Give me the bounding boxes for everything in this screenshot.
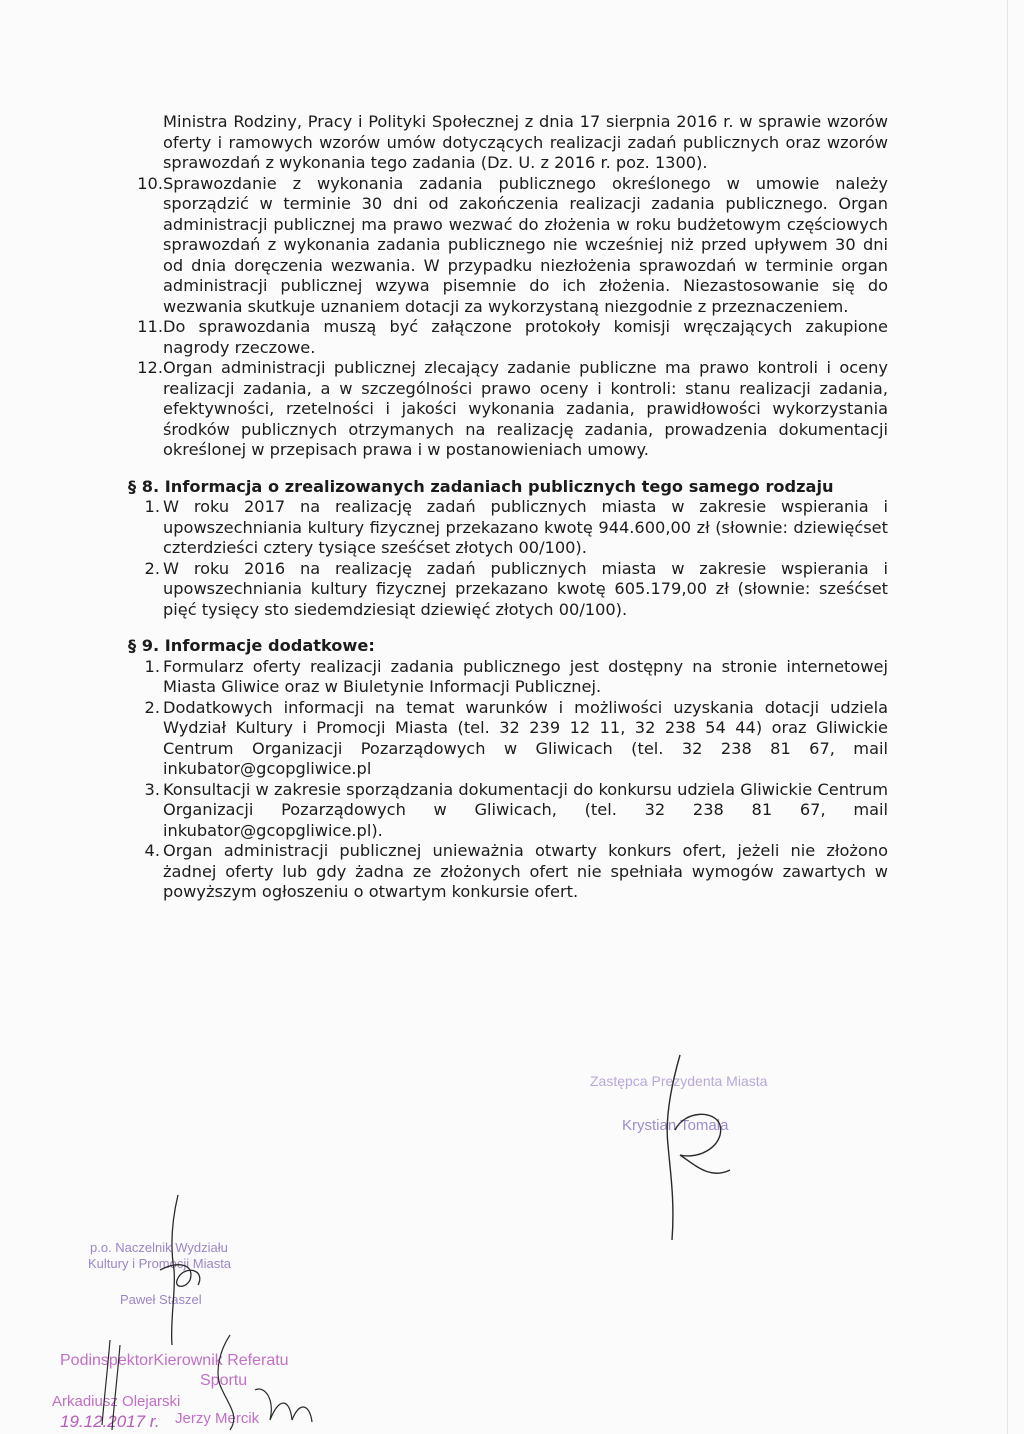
deputy-title-stamp: Zastępca Prezydenta Miasta	[590, 1073, 768, 1089]
item-number: 11.	[137, 317, 163, 336]
head-name-stamp: Paweł Staszel	[120, 1292, 202, 1307]
document-body	[128, 112, 888, 903]
item-text: Konsultacji w zakresie sporządzania dokumentacji do konkursu udziela Gliwickie Centrum Organizacji Pozarządowych w Gliwicach, (tel. 32 238 81 67, mail inkubator@gcopgliwice.pl).	[163, 779, 888, 840]
list-item	[128, 358, 888, 461]
head-signature	[150, 1190, 230, 1350]
item-number: 1.	[144, 656, 160, 676]
head2-name-stamp: Jerzy Mercik	[175, 1410, 260, 1427]
section-9-heading: § 9. Informacje dodatkowe:	[128, 636, 375, 655]
item-number: 2.	[144, 697, 160, 717]
list-item	[128, 174, 888, 318]
item-number: 2.	[144, 558, 160, 578]
item-number: 10.	[137, 173, 163, 193]
list-item	[128, 559, 888, 621]
handwritten-date: 19.12.2017 r.	[60, 1412, 160, 1431]
item-number: 12.	[137, 358, 163, 377]
inspector-name-stamp: Arkadiusz Olejarski	[52, 1393, 181, 1410]
inspector-title-stamp: PodinspektorKierownik Referatu	[60, 1352, 289, 1369]
item-text: Dodatkowych informacji na temat warunków i możliwości uzyskania dotacji udziela Wydział Kultury i Promocji Miasta (tel. 32 239 12 11, 32 238 54 44) oraz Gliwickie Centrum Organizacji Pozarządowych w Gliwicach (tel. 32 238 81 67, mail inkubator@gcopgliwice.pl	[163, 697, 888, 778]
deputy-name-stamp: Krystian Tomala	[622, 1117, 729, 1134]
item-text: W roku 2017 na realizację zadań publicznych miasta w zakresie wspierania i upowszechniania kultury fizycznej przekazano kwotę 944.600,00 zł (słownie: dziewięćset czterdzieści cztery tysiące sześćset złotych 00/100).	[163, 497, 888, 557]
inspector-dept-stamp: Sportu	[200, 1372, 248, 1389]
list-item	[128, 841, 888, 903]
section-8-heading: § 8. Informacja o zrealizowanych zadaniach publicznych tego samego rodzaju	[128, 476, 834, 496]
item-number: 4.	[144, 841, 160, 860]
list-item	[128, 657, 888, 698]
list-item	[128, 317, 888, 358]
inspector-signatures	[80, 1330, 340, 1434]
intro-paragraph: Ministra Rodziny, Pracy i Polityki Społecznej z dnia 17 sierpnia 2016 r. w sprawie wzorów oferty i ramowych wzorów umów dotyczących realizacji zadań publicznych oraz wzorów sprawozdań z wykonania tego zadania (Dz. U. z 2016 r. poz. 1300).	[163, 112, 888, 172]
item-text: Organ administracji publicznej unieważnia otwarty konkurs ofert, jeżeli nie złożono żadnej oferty lub gdy żadna ze złożonych ofert nie spełniała wymogów zawartych w powyższym ogłoszeniu o otwartym konkursie ofert.	[163, 841, 888, 901]
item-number: 3.	[144, 779, 160, 799]
item-text: Organ administracji publicznej zlecający zadanie publiczne ma prawo kontroli i oceny realizacji zadania, a w szczególności prawo oceny i kontroli: stanu realizacji zadania, efektywności, rzetelności i jakości wykonania zadania, prawidłowości wykorzystania środków publicznych otrzymanych na realizację zadania, prowadzenia dokumentacji określonej w przepisach prawa i w postanowieniach umowy.	[163, 358, 888, 459]
item-text: Formularz oferty realizacji zadania publicznego jest dostępny na stronie internetowej Miasta Gliwice oraz w Biuletynie Informacji Publicznej.	[163, 656, 888, 696]
item-number: 1.	[144, 497, 160, 516]
head-title-stamp-line1: p.o. Naczelnik Wydziału	[90, 1240, 228, 1255]
scan-edge	[1007, 0, 1008, 1434]
deputy-signature	[640, 1050, 750, 1250]
list-item	[128, 497, 888, 559]
item-text: Do sprawozdania muszą być załączone protokoły komisji wręczających zakupione nagrody rzeczowe.	[163, 317, 888, 357]
head-title-stamp-line2: Kultury i Promocji Miasta	[88, 1256, 232, 1271]
item-text: W roku 2016 na realizację zadań publicznych miasta w zakresie wspierania i upowszechniania kultury fizycznej przekazano kwotę 605.179,00 zł (słownie: sześćset pięć tysięcy sto siedemdziesiąt dziewięć złotych 00/100).	[163, 558, 888, 619]
list-item	[128, 780, 888, 842]
list-item	[128, 698, 888, 780]
item-text: Sprawozdanie z wykonania zadania publicznego określonego w umowie należy sporządzić w terminie 30 dni od zakończenia realizacji zadania publicznego. Organ administracji publicznej ma prawo wezwać do złożenia w roku budżetowym częściowych sprawozdań z wykonania zadania publicznego nie wcześniej niż przed upływem 30 dni od dnia doręczenia wezwania. W przypadku niezłożenia sprawozdań w terminie organ administracji publicznej wzywa pisemnie do ich złożenia. Niezastosowanie się do wezwania skutkuje uznaniem dotacji za wykorzystaną niezgodnie z przeznaczeniem.	[163, 173, 888, 316]
